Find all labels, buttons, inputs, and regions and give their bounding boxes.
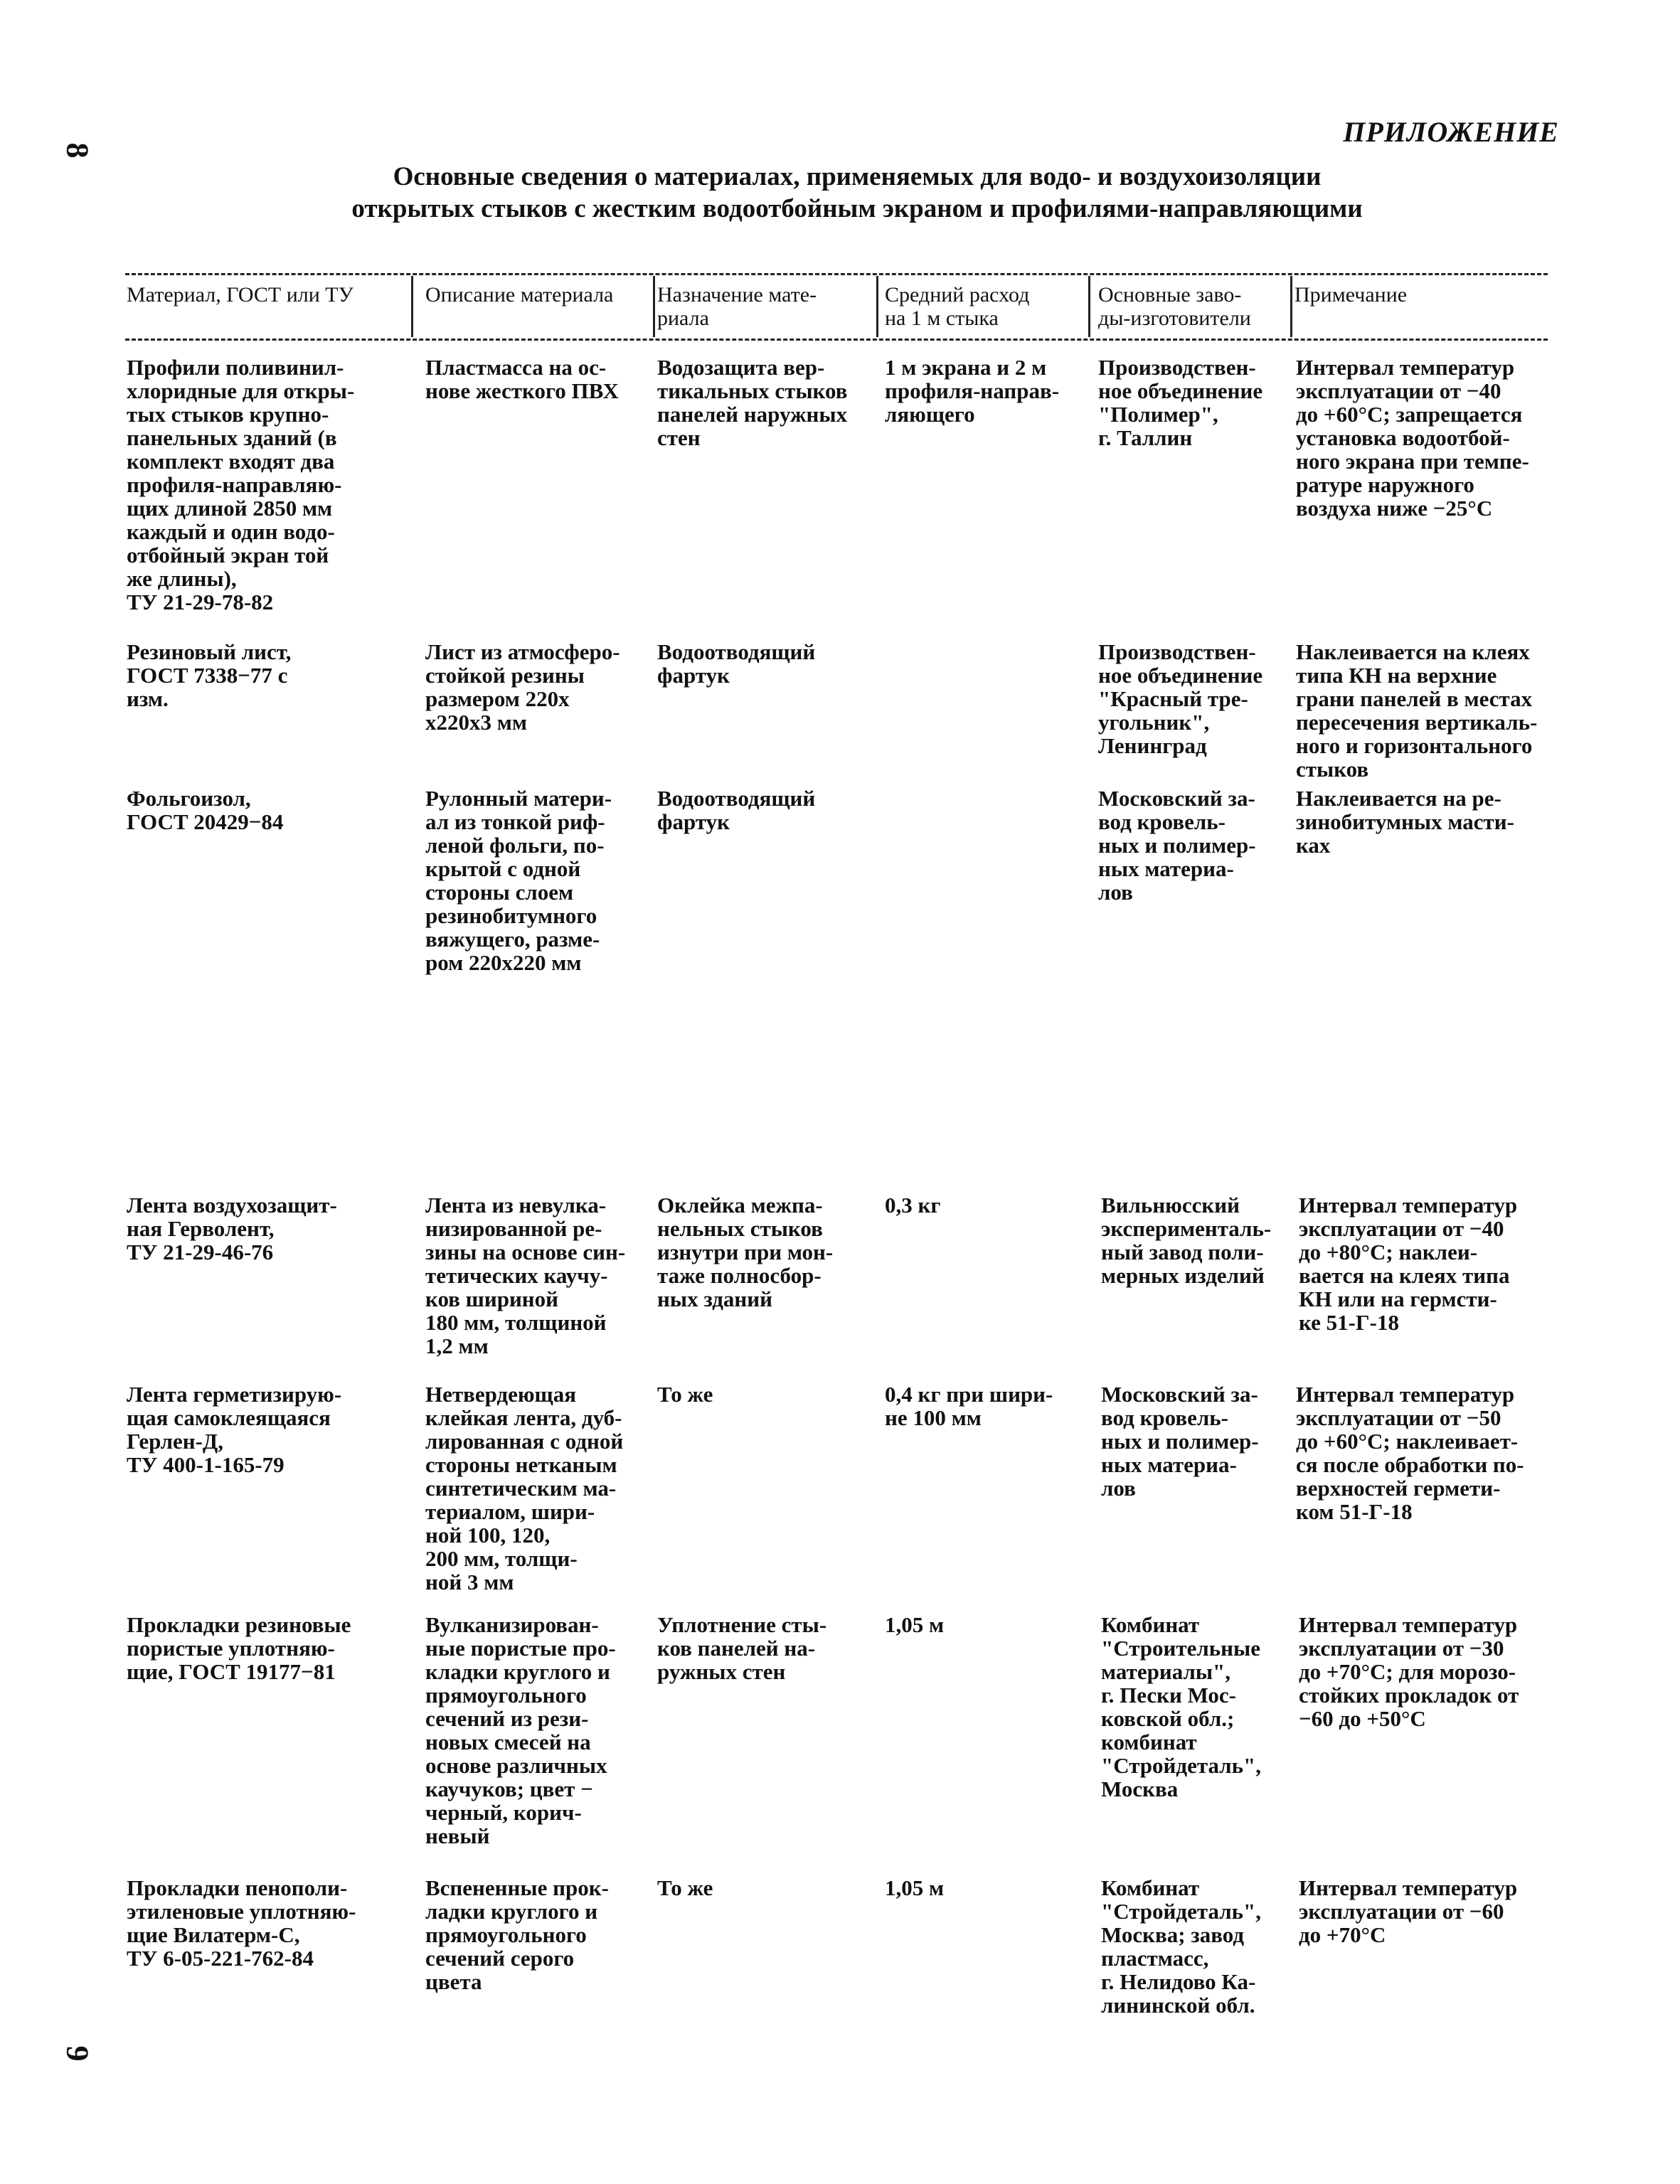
cell-notes: Интервал температур эксплуатации от −60 до +70°С xyxy=(1299,1875,1518,1947)
header-consumption: Средний расход на 1 м стыка xyxy=(885,283,1030,330)
annex-label: ПРИЛОЖЕНИЕ xyxy=(1343,116,1559,148)
cell-notes: Наклеивается на ре- зинобитумных масти- ках xyxy=(1296,786,1514,858)
cell-purpose: Уплотнение сты- ков панелей на- ружных стен xyxy=(657,1612,827,1684)
header-description: Описание материала xyxy=(425,283,614,307)
cell-description: Лист из атмосферо- стойкой резины размером 220х х220х3 мм xyxy=(425,639,620,735)
cell-notes: Интервал температур эксплуатации от −30 до +70°С; для морозо- стойких прокладок от −60 до +50°С xyxy=(1299,1612,1519,1731)
column-separator xyxy=(1290,276,1292,337)
cell-purpose: То же xyxy=(657,1875,713,1900)
cell-purpose: То же xyxy=(657,1382,713,1407)
cell-consumption: 0,3 кг xyxy=(885,1193,941,1218)
cell-manufacturers: Производствен- ное объединение "Красный тре- угольник", Ленинград xyxy=(1098,639,1263,758)
cell-description: Вспененные прок- ладки круглого и прямоугольного сечений серого цвета xyxy=(425,1875,609,1994)
cell-purpose: Оклейка межпа- нельных стыков изнутри при мон- таже полносбор- ных зданий xyxy=(657,1193,834,1311)
cell-consumption: 0,4 кг при шири- не 100 мм xyxy=(885,1382,1053,1430)
cell-description: Вулканизирован- ные пористые про- кладки круглого и прямоугольного сечений из рези- новых смесей на основе различных каучуков; цвет − черный, корич- невый xyxy=(425,1612,616,1848)
cell-purpose: Водоотводящий фартук xyxy=(657,786,816,834)
cell-notes: Наклеивается на клеях типа КН на верхние грани панелей в местах пересечения вертикаль- ного и горизонтального стыков xyxy=(1296,639,1538,782)
cell-manufacturers: Вильнюсский эксперименталь- ный завод поли- мерных изделий xyxy=(1101,1193,1272,1288)
table-top-rule xyxy=(125,273,1548,275)
column-separator xyxy=(876,276,878,337)
header-purpose: Назначение мате- риала xyxy=(657,283,817,330)
cell-material: Прокладки резиновые пористые уплотняю- щие, ГОСТ 19177−81 xyxy=(127,1612,351,1684)
cell-material: Резиновый лист, ГОСТ 7338−77 с изм. xyxy=(127,639,292,711)
cell-description: Пластмасса на ос- нове жесткого ПВХ xyxy=(425,355,619,403)
cell-purpose: Водоотводящий фартук xyxy=(657,639,816,688)
cell-material: Лента герметизирую- щая самоклеящаяся Герлен-Д, ТУ 400-1-165-79 xyxy=(127,1382,342,1477)
cell-notes: Интервал температур эксплуатации от −50 до +60°С; наклеивает- ся после обработки по- верхностей гермети- ком 51-Г-18 xyxy=(1296,1382,1524,1524)
cell-material: Прокладки пенополи- этиленовые уплотняю- щие Вилатерм-С, ТУ 6-05-221-762-84 xyxy=(127,1875,356,1971)
cell-description: Рулонный матери- ал из тонкой риф- леной фольги, по- крытой с одной стороны слоем резинобитумного вяжущего, разме- ром 220х220 мм xyxy=(425,786,612,975)
cell-material: Лента воздухозащит- ная Герволент, ТУ 21-29-46-76 xyxy=(127,1193,337,1264)
cell-description: Лента из невулка- низированной ре- зины на основе син- тетических каучу- ков шириной 180 мм, толщиной 1,2 мм xyxy=(425,1193,626,1358)
column-separator xyxy=(411,276,413,337)
cell-notes: Интервал температур эксплуатации от −40 до +80°С; наклеи- вается на клеях типа КН или на гермсти- ке 51-Г-18 xyxy=(1299,1193,1518,1335)
cell-material: Профили поливинил- хлоридные для откры- тых стыков крупно- панельных зданий (в комплект входят два профиля-направляю- щих длиной 2850 мм каждый и один водо- отбойный экран той же длины), ТУ 21-29-78-82 xyxy=(127,355,355,614)
header-material: Материал, ГОСТ или ТУ xyxy=(127,283,353,307)
cell-manufacturers: Московский за- вод кровель- ных и полимер- ных материа- лов xyxy=(1101,1382,1259,1501)
cell-manufacturers: Комбинат "Строительные материалы", г. Пески Мос- ковской обл.; комбинат "Стройдеталь", Москва xyxy=(1101,1612,1261,1801)
cell-manufacturers: Комбинат "Стройдеталь", Москва; завод пластмасс, г. Нелидово Ка- лининской обл. xyxy=(1101,1875,1261,2018)
table-header-rule xyxy=(125,339,1548,341)
column-separator xyxy=(653,276,655,337)
page-number-top: 8 xyxy=(60,142,95,159)
column-separator xyxy=(1088,276,1090,337)
cell-consumption: 1,05 м xyxy=(885,1875,945,1900)
cell-purpose: Водозащита вер- тикальных стыков панелей наружных стен xyxy=(657,355,848,450)
document-title: Основные сведения о материалах, применяемых для водо- и воздухоизоляции открытых стыков с жестким водоотбойным экраном и профилями-направляющими xyxy=(351,162,1363,223)
cell-material: Фольгоизол, ГОСТ 20429−84 xyxy=(127,786,284,834)
cell-description: Нетвердеющая клейкая лента, дуб- лированная с одной стороны нетканым синтетическим ма- териалом, шири- ной 100, 120, 200 мм, толщи- ной 3 мм xyxy=(425,1382,624,1594)
cell-consumption: 1 м экрана и 2 м профиля-направ- ляющего xyxy=(885,355,1060,427)
header-manufacturers: Основные заво- ды-изготовители xyxy=(1098,283,1251,330)
cell-consumption: 1,05 м xyxy=(885,1612,945,1637)
page-number-bottom: 9 xyxy=(60,2045,95,2062)
header-notes: Примечание xyxy=(1294,283,1408,307)
cell-manufacturers: Производствен- ное объединение "Полимер", г. Таллин xyxy=(1098,355,1263,450)
cell-manufacturers: Московский за- вод кровель- ных и полимер- ных материа- лов xyxy=(1098,786,1256,905)
cell-notes: Интервал температур эксплуатации от −40 до +60°С; запрещается установка водоотбой- ного экрана при темпе- ратуре наружного воздуха ниже −25°С xyxy=(1296,355,1529,521)
